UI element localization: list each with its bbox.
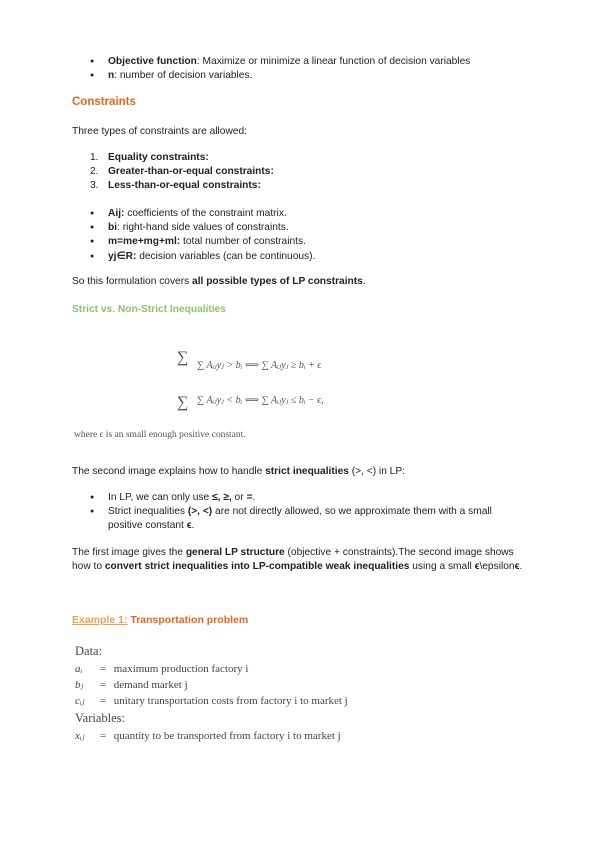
sum-symbol: ∑ [177,349,189,366]
constraint-defs-list [90,207,315,264]
equation-line-2: ∑ Aᵢⱼyⱼ < bᵢ ⟺ ∑ Aᵢⱼyⱼ ≤ bᵢ − ϵ, [197,395,324,406]
strict-bullet-item: ● Strict inequalities (>, <) are not directly allowed, so we approximate them with a small positive constant ϵ. [90,505,520,533]
equation-line-1: ∑ Aᵢⱼyⱼ > bᵢ ⟺ ∑ Aᵢⱼyⱼ ≥ bᵢ + ϵ [197,360,322,371]
strict-bullet-item: ● In LP, we can only use ≤, ≥, or =. [90,491,520,505]
def-item: ● bi: right-hand side values of constraints. [90,221,315,235]
strict-heading: Strict vs. Non-Strict Inequalities [72,304,226,315]
sum-symbol: ∑ [177,394,189,411]
def-item: ● Aij: coefficients of the constraint matrix. [90,207,315,221]
equation-figure [72,340,372,450]
bullet-objective-function: ● Objective function: Maximize or minimize a linear function of decision variables [90,55,470,69]
constraints-summary: So this formulation covers all possible types of LP constraints. [72,276,366,287]
equation-note: where ϵ is an small enough positive constant. [74,430,246,440]
top-bullet-list [90,55,470,83]
variable-row: xᵢⱼ = quantity to be transported from factory i to market j [75,730,341,742]
data-row: cᵢⱼ = unitary transportation costs from factory i to market j [75,695,348,707]
constraint-type-item: 3. Less-than-or-equal constraints: [90,180,261,192]
example-data-block [75,644,348,744]
strict-explain: The second image explains how to handle strict inequalities (>, <) in LP: [72,466,405,477]
constraint-type-item: 2. Greater-than-or-equal constraints: [90,166,274,178]
def-item: ● m=me+mg+ml: total number of constraints. [90,235,315,249]
data-title: Data: [75,644,103,658]
constraint-type-item: 1. Equality constraints: [90,152,209,163]
strict-inequality-equations [72,340,372,450]
bullet-n: ● n: number of decision variables. [90,69,470,83]
variables-title: Variables: [75,711,125,725]
strict-final-paragraph: The first image gives the general LP structure (objective + constraints).The second image shows how to convert strict inequalities into LP-compatible weak inequalities using a small ϵ\epsilonϵ. [72,547,523,572]
def-item: ● yj∈R: decision variables (can be continuous). [90,250,315,264]
strict-bullets [90,491,520,534]
data-row: aᵢ = maximum production factory i [75,663,249,675]
example-heading: Example 1: Transportation problem [72,614,249,626]
constraints-heading: Constraints [72,96,136,108]
constraint-types-list [90,151,274,194]
constraints-intro: Three types of constraints are allowed: [72,126,247,137]
data-row: bⱼ = demand market j [75,679,188,691]
